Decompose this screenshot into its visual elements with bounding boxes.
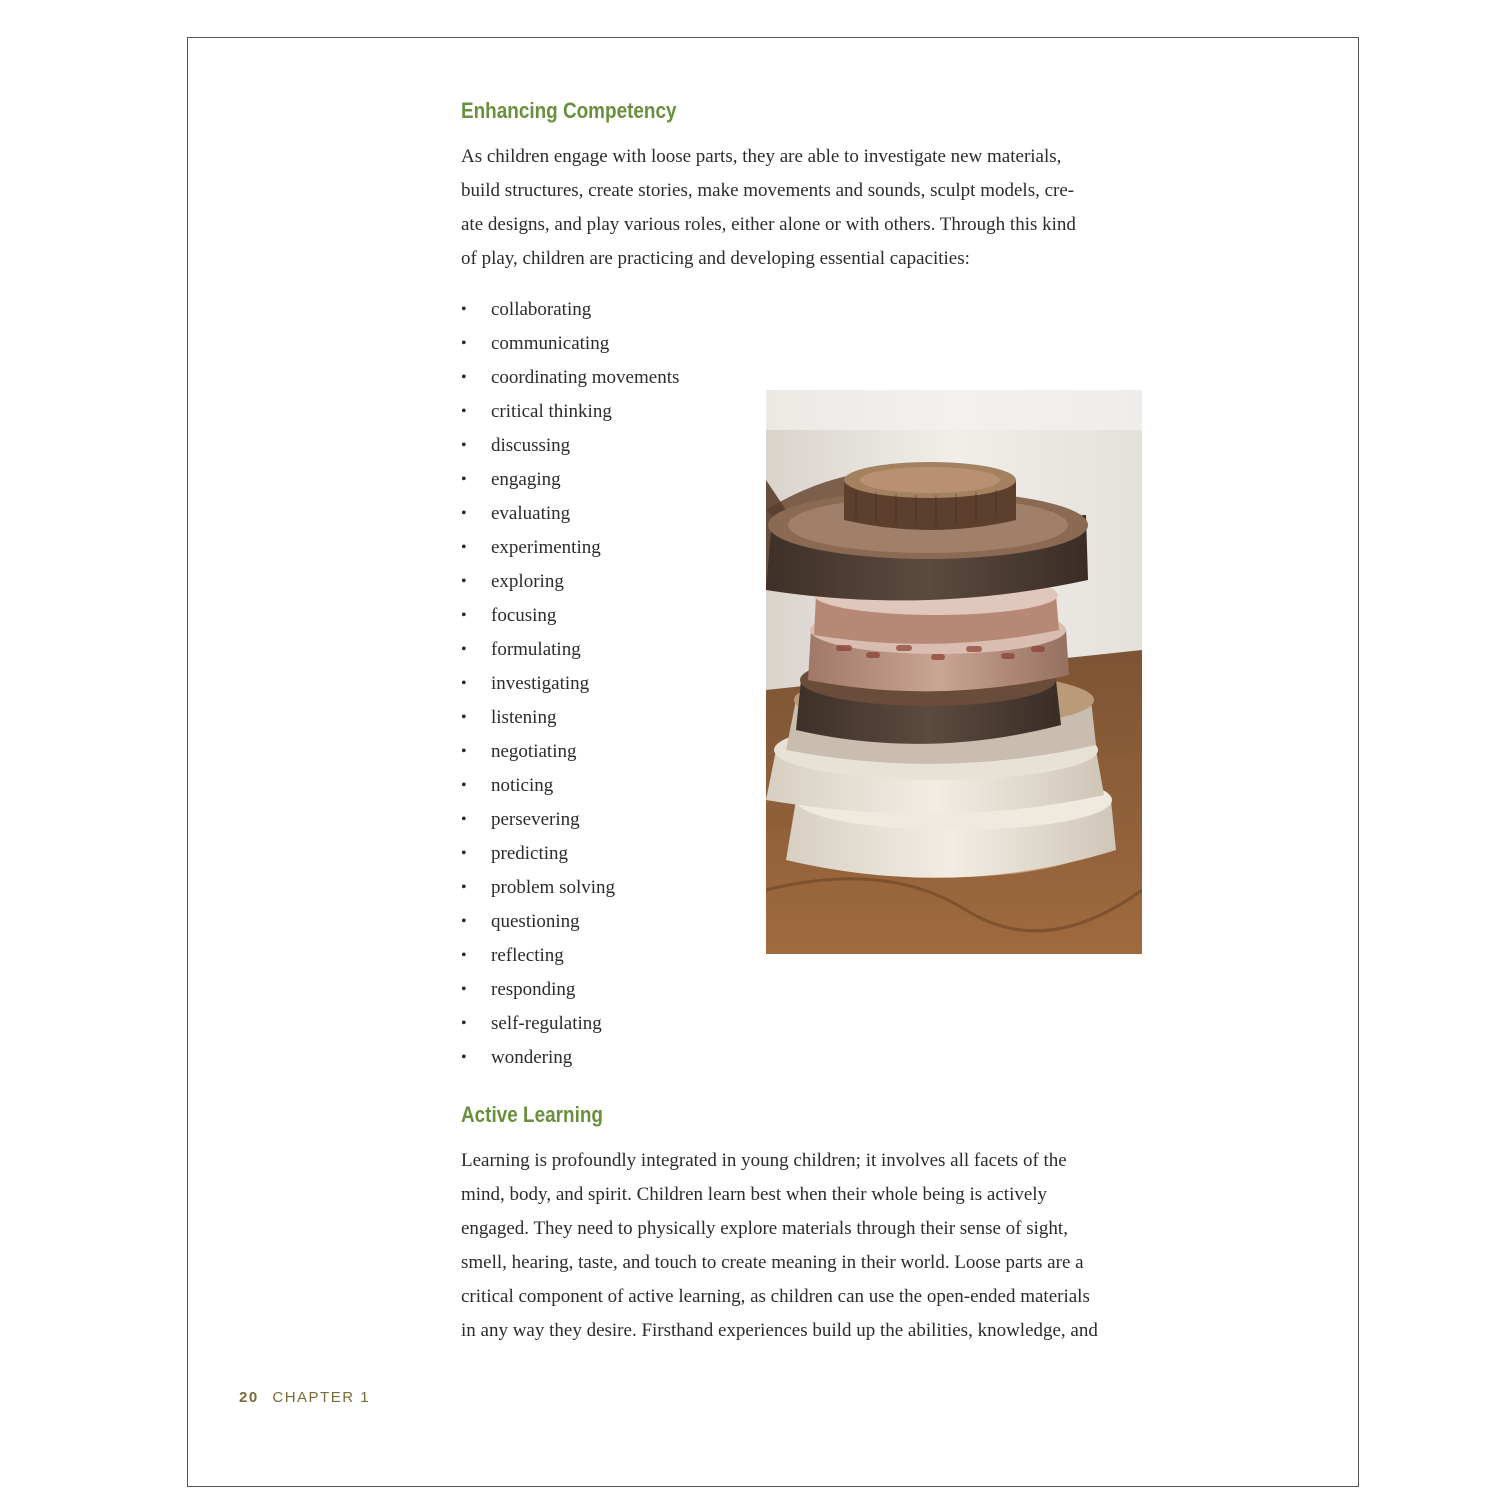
bullet-icon: • [461, 1015, 467, 1032]
list-item-label: experimenting [491, 537, 601, 558]
list-item [461, 361, 679, 395]
bullet-icon: • [461, 947, 467, 964]
paragraph-line: critical component of active learning, as children can use the open-ended materials [461, 1286, 1090, 1307]
list-item-label: exploring [491, 571, 564, 592]
list-item [461, 633, 679, 667]
section-heading-active-learning: Active Learning [461, 1102, 603, 1127]
list-item [461, 667, 679, 701]
list-item [461, 837, 679, 871]
bullet-icon: • [461, 641, 467, 658]
list-item-label: questioning [491, 911, 580, 932]
list-item [461, 735, 679, 769]
list-item-label: self-regulating [491, 1013, 602, 1034]
bullet-icon: • [461, 539, 467, 556]
list-item-label: problem solving [491, 877, 616, 898]
list-item [461, 871, 679, 905]
list-item [461, 939, 679, 973]
bullet-icon: • [461, 709, 467, 726]
list-item [461, 599, 679, 633]
list-item [461, 1041, 679, 1075]
list-item [461, 429, 679, 463]
list-item-label: communicating [491, 333, 610, 354]
paragraph-line: As children engage with loose parts, they are able to investigate new materials, [461, 146, 1062, 167]
list-item-label: formulating [491, 639, 581, 660]
bullet-icon: • [461, 777, 467, 794]
list-item-label: engaging [491, 469, 561, 490]
list-item [461, 293, 679, 327]
list-item [461, 803, 679, 837]
page-number: 20 [239, 1389, 259, 1406]
bullet-icon: • [461, 1049, 467, 1066]
page-footer [239, 1389, 370, 1406]
list-item [461, 531, 679, 565]
chapter-label: CHAPTER 1 [272, 1389, 371, 1406]
paragraph-line: Learning is profoundly integrated in young children; it involves all facets of the [461, 1150, 1067, 1171]
paragraph-line: engaged. They need to physically explore materials through their sense of sight, [461, 1218, 1068, 1239]
list-item [461, 973, 679, 1007]
intro-paragraph [461, 140, 1146, 276]
list-item [461, 905, 679, 939]
bullet-icon: • [461, 607, 467, 624]
bullet-icon: • [461, 675, 467, 692]
list-item [461, 1007, 679, 1041]
bullet-icon: • [461, 879, 467, 896]
list-item-label: reflecting [491, 945, 564, 966]
list-item-label: listening [491, 707, 557, 728]
paragraph-line: build structures, create stories, make movements and sounds, sculpt models, cre- [461, 180, 1075, 201]
bullet-icon: • [461, 981, 467, 998]
section-heading-enhancing-competency: Enhancing Competency [461, 98, 677, 123]
list-item-label: predicting [491, 843, 569, 864]
bullet-icon: • [461, 505, 467, 522]
paragraph-line: ate designs, and play various roles, either alone or with others. Through this kind [461, 214, 1076, 235]
bullet-icon: • [461, 573, 467, 590]
list-item [461, 463, 679, 497]
bullet-icon: • [461, 811, 467, 828]
list-item-label: evaluating [491, 503, 571, 524]
active-learning-paragraph [461, 1144, 1146, 1348]
list-item-label: collaborating [491, 299, 592, 320]
list-item-label: focusing [491, 605, 557, 626]
list-item [461, 565, 679, 599]
bullet-icon: • [461, 335, 467, 352]
list-item-label: critical thinking [491, 401, 612, 422]
bullet-icon: • [461, 845, 467, 862]
list-item-label: responding [491, 979, 576, 1000]
bullet-icon: • [461, 369, 467, 386]
bullet-icon: • [461, 437, 467, 454]
paragraph-line: of play, children are practicing and developing essential capacities: [461, 248, 970, 269]
list-item [461, 701, 679, 735]
tree-slices-photo [766, 390, 1142, 954]
list-item [461, 769, 679, 803]
list-item [461, 497, 679, 531]
list-item [461, 395, 679, 429]
list-item-label: coordinating movements [491, 367, 680, 388]
list-item-label: negotiating [491, 741, 577, 762]
paragraph-line: mind, body, and spirit. Children learn best when their whole being is actively [461, 1184, 1048, 1205]
bullet-icon: • [461, 471, 467, 488]
bullet-icon: • [461, 403, 467, 420]
paragraph-line: smell, hearing, taste, and touch to create meaning in their world. Loose parts are a [461, 1252, 1084, 1273]
paragraph-line: in any way they desire. Firsthand experiences build up the abilities, knowledge, and [461, 1320, 1098, 1341]
bullet-icon: • [461, 301, 467, 318]
list-item-label: noticing [491, 775, 554, 796]
capacities-list [461, 293, 679, 1075]
list-item-label: investigating [491, 673, 590, 694]
bullet-icon: • [461, 913, 467, 930]
list-item-label: persevering [491, 809, 580, 830]
list-item-label: wondering [491, 1047, 573, 1068]
bullet-icon: • [461, 743, 467, 760]
list-item-label: discussing [491, 435, 571, 456]
list-item [461, 327, 679, 361]
